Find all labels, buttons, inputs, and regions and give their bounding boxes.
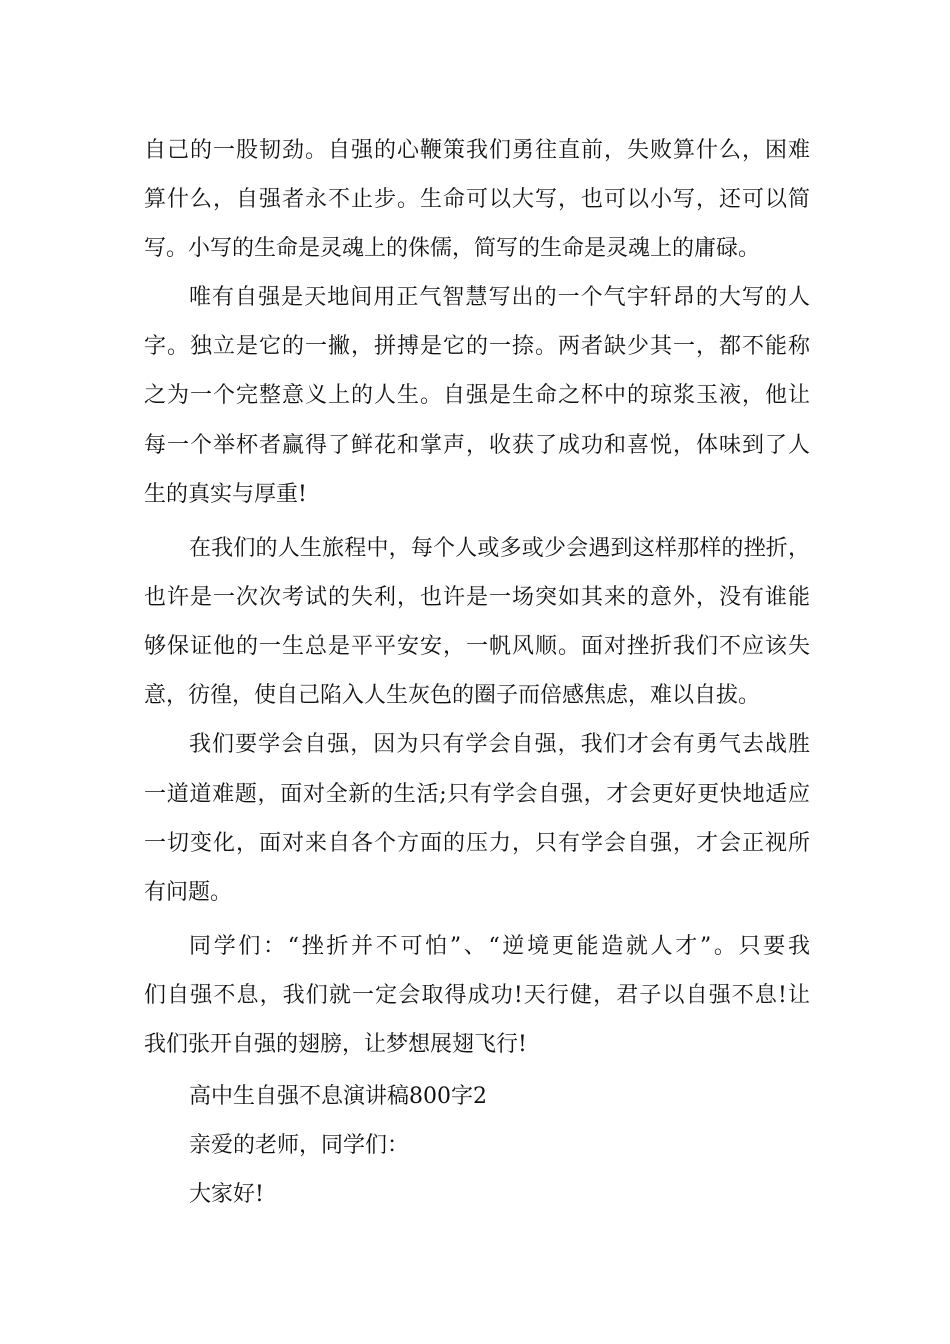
text-line: 有问题。 (144, 880, 233, 905)
text-line: 每一个举杯者赢得了鲜花和掌声，收获了成功和喜悦，体味到了人 (144, 433, 810, 458)
text-line: 自己的一股韧劲。自强的心鞭策我们勇往直前，失败算什么，困难 (144, 138, 810, 163)
text-line: 一切变化，面对来自各个方面的压力，只有学会自强，才会正视所 (144, 831, 810, 856)
paragraph-first-line: 唯有自强是天地间用正气智慧写出的一个气宇轩昂的大写的人 (189, 285, 810, 310)
greeting: 大家好! (189, 1182, 264, 1207)
text-line: 意，彷徨，使自己陷入人生灰色的圈子而倍感焦虑，难以自拔。 (144, 683, 761, 708)
text-line: 生的真实与厚重! (144, 482, 307, 507)
text-line: 够保证他的一生总是平平安安，一帆风顺。面对挫折我们不应该失 (144, 634, 810, 659)
text-line: 写。小写的生命是灵魂上的侏儒，简写的生命是灵魂上的庸碌。 (144, 236, 761, 261)
text-line: 字。独立是它的一撇，拼搏是它的一捺。两者缺少其一，都不能称 (144, 334, 810, 359)
salutation: 亲爱的老师，同学们： (189, 1133, 410, 1158)
text-line: 一道道难题，面对全新的生活;只有学会自强，才会更好更快地适应 (144, 782, 810, 807)
text-line: 也许是一次次考试的失利，也许是一场突如其来的意外，没有谁能 (144, 585, 810, 610)
text-line: 算什么，自强者永不止步。生命可以大写，也可以小写，还可以简 (144, 187, 810, 212)
text-line: 我们张开自强的翅膀，让梦想展翅飞行! (144, 1032, 527, 1057)
paragraph-first-line: 在我们的人生旅程中，每个人或多或少会遇到这样那样的挫折， (189, 536, 810, 561)
paragraph-first-line: 同学们：“挫折并不可怕”、“逆境更能造就人才”。只要我 (189, 934, 810, 959)
paragraph-first-line: 我们要学会自强，因为只有学会自强，我们才会有勇气去战胜 (189, 732, 810, 757)
text-line: 之为一个完整意义上的人生。自强是生命之杯中的琼浆玉液，他让 (144, 383, 810, 408)
text-line: 们自强不息，我们就一定会取得成功!天行健，君子以自强不息!让 (144, 983, 810, 1008)
section-heading: 高中生自强不息演讲稿800字2 (189, 1084, 487, 1109)
